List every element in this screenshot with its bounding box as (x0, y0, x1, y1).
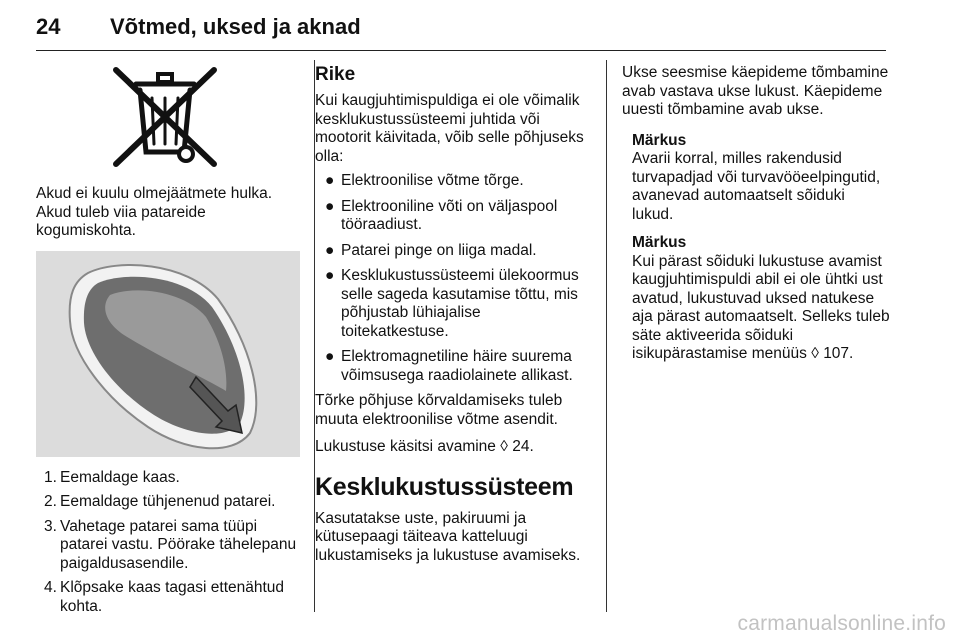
page-ref-link[interactable]: 107. (823, 345, 854, 362)
step-text: Eemaldage tühjenenud patarei. (60, 493, 276, 510)
key-fob-photo (36, 251, 300, 457)
step-text: Klõpsake kaas tagasi ettenähtud kohta. (60, 579, 285, 615)
column-left (36, 60, 300, 622)
note-block (632, 132, 890, 225)
list-item (315, 242, 590, 261)
fault-heading: Rike (315, 64, 356, 85)
note-text (632, 253, 890, 364)
bullet: ● (325, 267, 335, 284)
central-locking-text: Kasutatakse uste, pakiruumi ja kütusepaagi täiteava katteluugi lukustamiseks ja lukustuse avamiseks. (315, 509, 581, 564)
page-ref-link[interactable]: 24. (512, 438, 534, 455)
fault-intro: Kui kaugjuhtimispuldiga ei ole võimalik kesklukustussüsteemi juhtida või mootorit käivitada, võib selle põhjuseks olla: (315, 92, 584, 165)
list-item (36, 518, 300, 574)
central-locking-heading: Kesklukustussüsteem (315, 472, 574, 501)
column-middle (315, 64, 590, 565)
watermark: carmanualsonline.info (737, 612, 946, 635)
cause-text: Elektromagnetiline häire suurema võimsusega raadiolainete allikast. (341, 348, 573, 384)
note-label: Märkus (632, 131, 687, 149)
fault-causes-list (315, 172, 590, 385)
list-item (315, 198, 590, 235)
note-body: Kui pärast sõiduki lukustuse avamist kaugjuhtimispuldi abil ei ole ühtki ust avatud, lukustuvad uksed natukese aja pärast automaatselt. Selleks tuleb säte aktiveerida sõiduki isikupärastamise menüüs (632, 252, 890, 362)
cause-text: Elektrooniline võti on väljaspool tööraadiust. (341, 197, 558, 233)
cause-text: Kesklukustussüsteemi ülekoormus selle sageda kasutamise tõttu, mis põhjustab lühiajalise toitekatkestuse. (341, 267, 579, 340)
note-label: Märkus (632, 234, 687, 251)
battery-replacement-steps (36, 469, 300, 617)
step-text: Eemaldage kaas. (60, 468, 180, 486)
note-block (632, 234, 890, 364)
column-right (622, 64, 890, 364)
list-item (315, 172, 590, 191)
bullet: ● (325, 348, 335, 365)
recycle-bin-crossed-icon (36, 60, 300, 172)
page-title: Võtmed, uksed ja aknad (110, 14, 361, 39)
fault-fix-text: Tõrke põhjuse kõrvaldamiseks tuleb muuta elektroonilise võtme asendit. (315, 392, 563, 428)
bullet: ● (325, 172, 335, 189)
step-number: 1. (44, 468, 57, 486)
bullet: ● (325, 197, 335, 215)
note-text: Avarii korral, milles rakendusid turvapadjad või turvavööeelpingutid, avanevad automaatselt sõiduki lukud. (632, 150, 881, 223)
step-number: 2. (44, 493, 57, 510)
list-item (315, 267, 590, 341)
page-ref-icon: ◊ (500, 438, 508, 455)
page-header (36, 0, 886, 51)
list-item (36, 493, 300, 512)
step-text: Vahetage patarei sama tüüpi patarei vastu. Pöörake tähelepanu paigaldusasendile. (60, 517, 297, 572)
cause-text: Elektroonilise võtme tõrge. (341, 172, 524, 189)
list-item (315, 348, 590, 385)
step-number: 3. (44, 517, 57, 535)
column-divider-right (606, 60, 607, 612)
list-item (36, 469, 300, 488)
manual-unlock-text: Lukustuse käsitsi avamine (315, 438, 496, 455)
battery-disposal-text: Akud ei kuulu olmejäätmete hulka. Akud tuleb viia patareide kogumiskohta. (36, 185, 273, 239)
page-number: 24 (36, 14, 61, 39)
cause-text: Patarei pinge on liiga madal. (341, 241, 537, 259)
step-number: 4. (44, 579, 57, 596)
manual-unlock-reference (315, 438, 590, 457)
page-ref-icon: ◊ (811, 345, 819, 362)
list-item (36, 579, 300, 616)
bullet: ● (325, 241, 335, 259)
door-handle-text: Ukse seesmise käepideme tõmbamine avab vastava ukse lukust. Käepideme uuesti tõmbamine avab ukse. (622, 64, 889, 118)
